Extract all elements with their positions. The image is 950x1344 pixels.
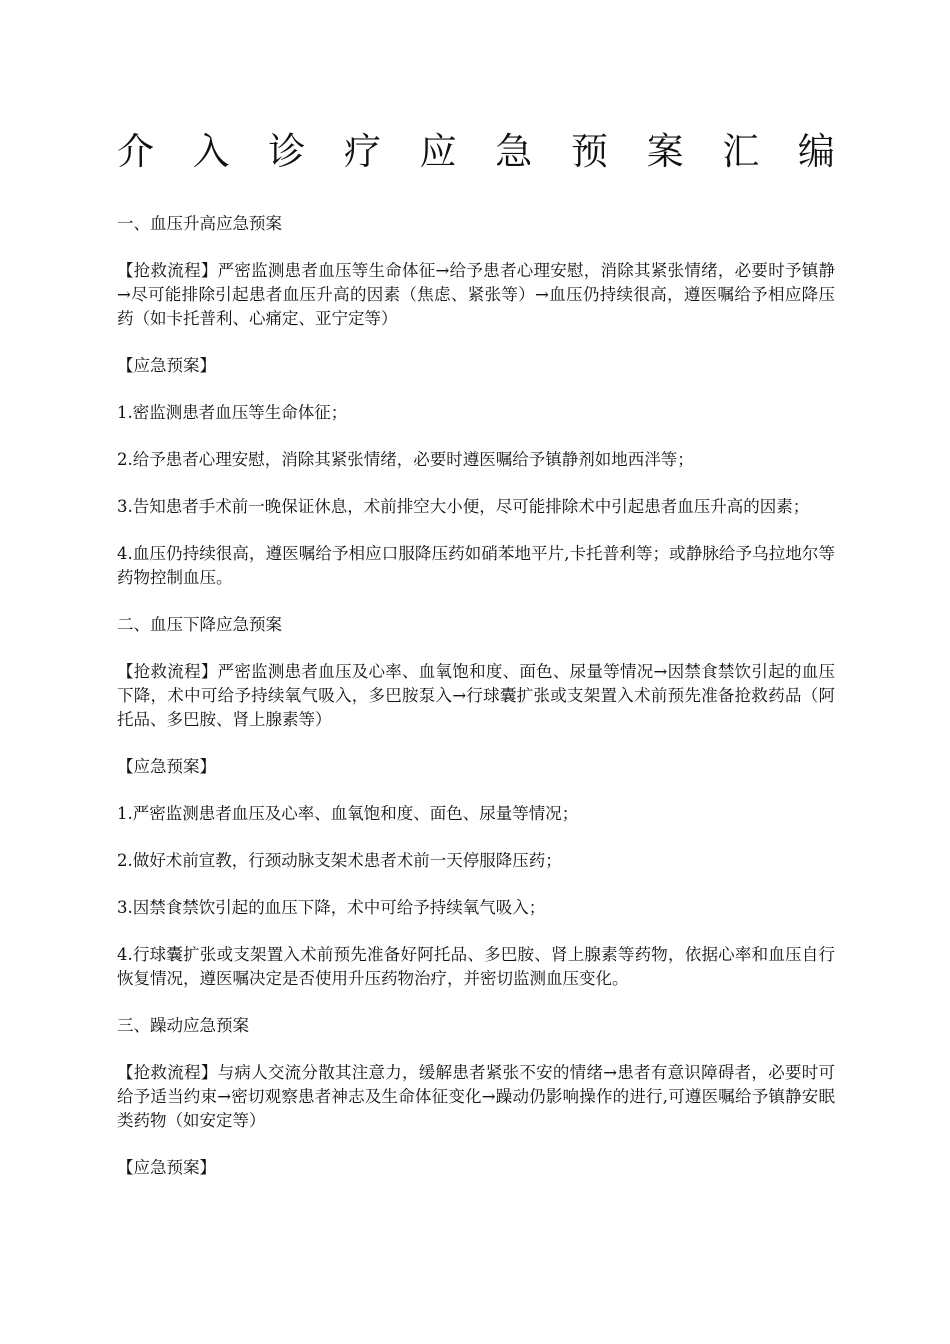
title-char: 汇 <box>722 130 760 173</box>
title-char: 诊 <box>268 130 306 173</box>
document-page <box>117 120 835 1203</box>
plan-label: 【应急预案】 <box>117 356 216 375</box>
plan-label: 【应急预案】 <box>117 1158 216 1177</box>
plan-item: 2.给予患者心理安慰，消除其紧张情绪，必要时遵医嘱给予镇静剂如地西泮等； <box>117 450 694 469</box>
title-char: 应 <box>419 130 457 173</box>
plan-label: 【应急预案】 <box>117 757 216 776</box>
plan-item: 3.因禁食禁饮引起的血压下降，术中可给予持续氧气吸入； <box>117 898 546 917</box>
rescue-procedure: 【抢救流程】严密监测患者血压及心率、血氧饱和度、面色、尿量等情况→因禁食禁饮引起的血压下降，术中可给予持续氧气吸入，多巴胺泵入→行球囊扩张或支架置入术前预先准备抢救药品（阿托品、多巴胺、肾上腺素等） <box>117 662 835 729</box>
document-title <box>117 120 835 184</box>
section-heading: 二、血压下降应急预案 <box>117 615 282 634</box>
plan-item: 3.告知患者手术前一晚保证休息，术前排空大小便，尽可能排除术中引起患者血压升高的因素； <box>117 497 810 516</box>
plan-item: 2.做好术前宣教，行颈动脉支架术患者术前一天停服降压药； <box>117 851 562 870</box>
title-char: 预 <box>570 130 608 173</box>
plan-item: 1.严密监测患者血压及心率、血氧饱和度、面色、尿量等情况； <box>117 804 579 823</box>
title-char: 案 <box>646 130 684 173</box>
section-heading: 三、躁动应急预案 <box>117 1016 249 1035</box>
plan-item: 4.血压仍持续很高，遵医嘱给予相应口服降压药如硝苯地平片,卡托普利等；或静脉给予乌拉地尔等药物控制血压。 <box>117 544 835 587</box>
rescue-procedure: 【抢救流程】严密监测患者血压等生命体征→给予患者心理安慰，消除其紧张情绪，必要时予镇静→尽可能排除引起患者血压升高的因素（焦虑、紧张等）→血压仍持续很高，遵医嘱给予相应降压药（如卡托普利、心痛定、亚宁定等） <box>117 261 835 328</box>
title-char: 介 <box>117 130 154 173</box>
rescue-procedure: 【抢救流程】与病人交流分散其注意力，缓解患者紧张不安的情绪→患者有意识障碍者，必要时可给予适当约束→密切观察患者神志及生命体征变化→躁动仍影响操作的进行,可遵医嘱给予镇静安眠类药物（如安定等） <box>117 1063 835 1130</box>
section-heading: 一、血压升高应急预案 <box>117 214 282 233</box>
title-char: 急 <box>495 130 533 173</box>
title-char: 入 <box>192 130 230 173</box>
plan-item: 4.行球囊扩张或支架置入术前预先准备好阿托品、多巴胺、肾上腺素等药物，依据心率和血压自行恢复情况，遵医嘱决定是否使用升压药物治疗，并密切监测血压变化。 <box>117 945 835 988</box>
plan-item: 1.密监测患者血压等生命体征； <box>117 403 348 422</box>
title-char: 疗 <box>343 130 381 173</box>
title-char: 编 <box>797 130 835 173</box>
